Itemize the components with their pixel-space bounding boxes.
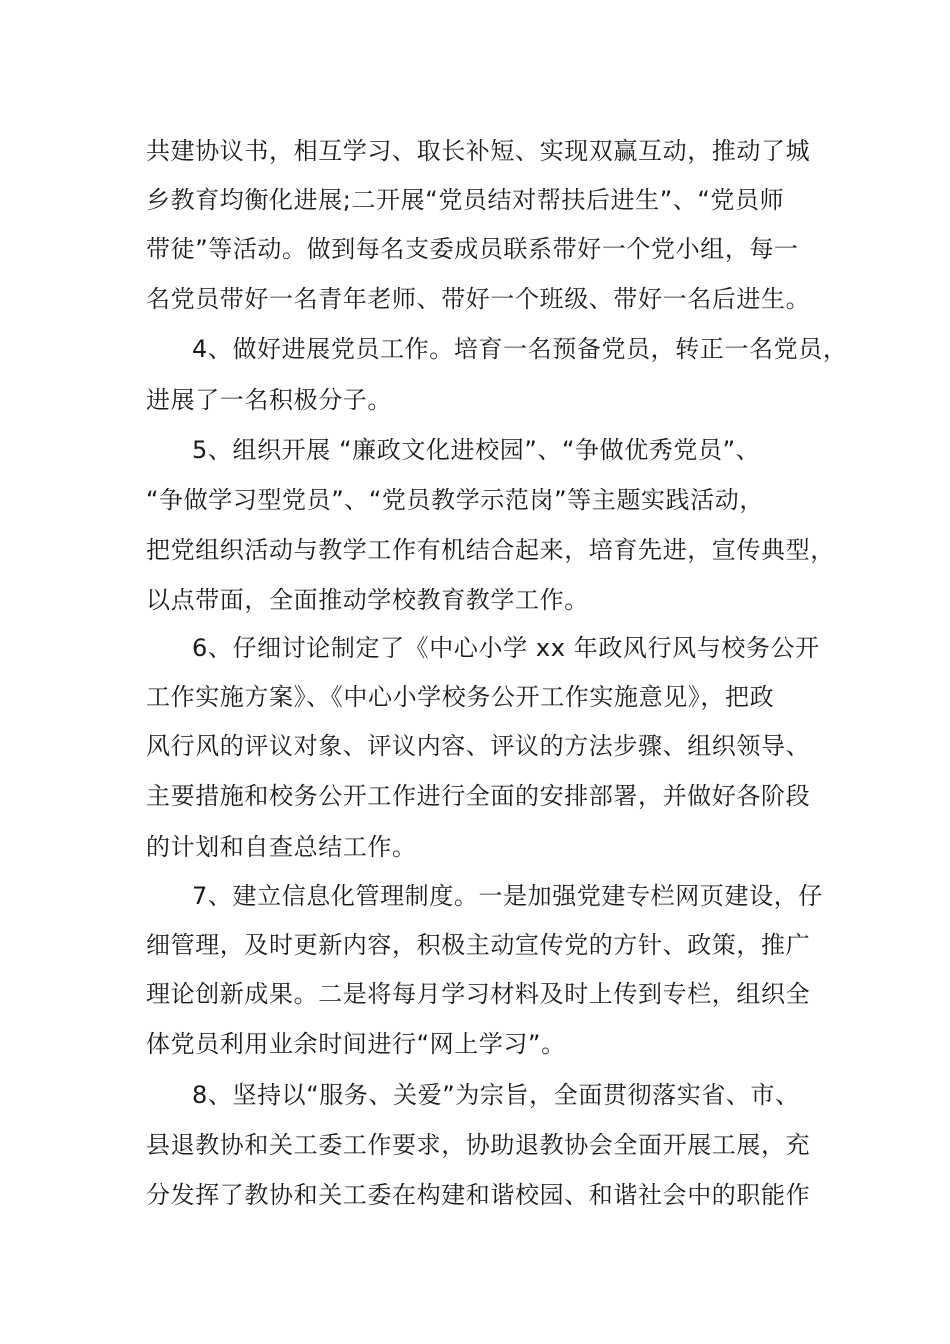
text-line: 县退教协和关工委工作要求，协助退教协会全面开展工展，充 [146,1131,811,1159]
text-line: 主要措施和校务公开工作进行全面的安排部署，并做好各阶段 [146,782,811,810]
text-line: 8、坚持以“服务、关爱”为宗旨，全面贯彻落实省、市、 [192,1081,800,1109]
text-line: 工作实施方案》、《中心小学校务公开工作实施意见》，把政 [146,683,775,711]
text-line: 理论创新成果。二是将每月学习材料及时上传到专栏，组织全 [146,980,811,1008]
text-line: 6、仔细讨论制定了《中心小学 xx 年政风行风与校务公开 [192,634,820,662]
text-line: 风行风的评议对象、评议内容、评议的方法步骤、组织领导、 [146,732,811,760]
text-line: 7、建立信息化管理制度。一是加强党建专栏网页建设，仔 [192,882,823,910]
text-line: 乡教育均衡化进展;二开展“党员结对帮扶后进生”、“党员师 [146,186,785,214]
text-line: 分发挥了教协和关工委在构建和谐校园、和谐社会中的职能作 [146,1181,811,1209]
text-line: 把党组织活动与教学工作有机结合起来，培育先进，宣传典型， [146,536,835,564]
text-line: 名党员带好一名青年老师、带好一个班级、带好一名后进生。 [146,285,811,313]
text-line: 带徒”等活动。做到每名支委成员联系带好一个党小组，每一 [146,235,799,263]
text-line: 以点带面，全面推动学校教育教学工作。 [146,586,589,614]
text-line: 进展了一名积极分子。 [146,386,392,414]
text-line: 4、做好进展党员工作。培育一名预备党员，转正一名党员， [192,335,848,363]
text-line: 体党员利用业余时间进行“网上学习”。 [146,1030,566,1058]
text-line: 的计划和自查总结工作。 [146,833,417,861]
text-line: “争做学习型党员”、“党员教学示范岗”等主题实践活动， [146,486,764,514]
text-line: 共建协议书，相互学习、取长补短、实现双赢互动，推动了城 [146,137,811,165]
text-line: 5、组织开展 “廉政文化进校园”、“争做优秀党员”、 [192,436,761,464]
text-line: 细管理，及时更新内容，积极主动宣传党的方针、政策，推广 [146,931,811,959]
